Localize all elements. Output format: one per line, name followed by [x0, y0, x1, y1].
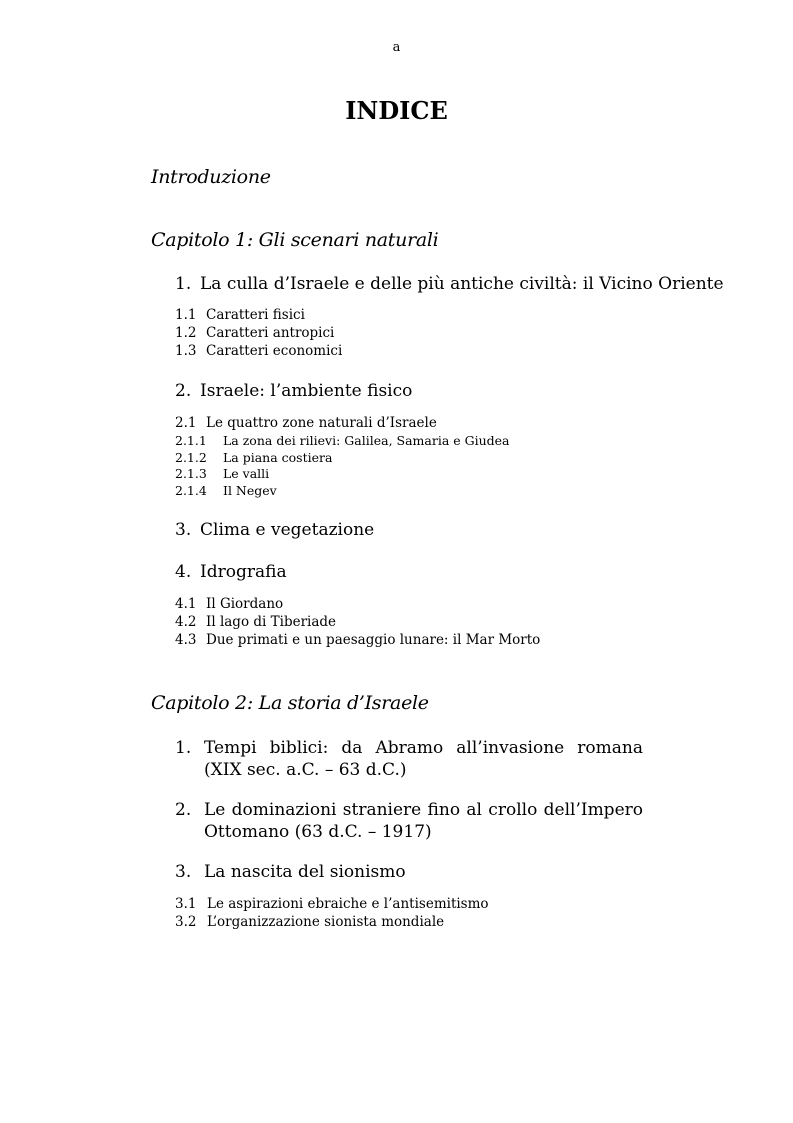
section-label: Israele: l’ambiente fisico: [200, 381, 413, 401]
section-number: 3.: [175, 520, 192, 540]
subsection-4-3: [175, 632, 540, 648]
subsection-number: 1.2: [175, 325, 197, 341]
chapter-1-section-3: [175, 520, 374, 540]
section-label: La culla d’Israele e delle più antiche civiltà: il Vicino Oriente: [200, 274, 724, 294]
subsubsection-2-1-1: [175, 433, 510, 448]
subsection-label: L’organizzazione sionista mondiale: [207, 914, 445, 930]
subsection-label: Caratteri economici: [206, 343, 343, 359]
subsubsection-2-1-4: [175, 483, 277, 498]
subsection-number: 2.1: [175, 415, 197, 431]
chapter-2-heading: Capitolo 2: La storia d’Israele: [151, 692, 429, 714]
subsection-1-2: [175, 325, 334, 341]
section-number: 2.: [175, 381, 192, 401]
subsection-label: Le quattro zone naturali d’Israele: [206, 415, 437, 431]
subsection-1-3: [175, 343, 342, 359]
chapter-2-section-1: [175, 737, 643, 781]
subsubsection-2-1-2: [175, 450, 332, 465]
section-number: 3.: [175, 862, 192, 882]
chapter-1-section-2: [175, 381, 412, 401]
section-label: La nascita del sionismo: [204, 862, 406, 882]
section-number: 1.: [175, 274, 192, 294]
section-label: Le dominazioni straniere fino al crollo dell’Impero Ottomano (63 d.C. – 1917): [204, 800, 643, 842]
introduction-heading: Introduzione: [151, 166, 271, 188]
subsection-number: 3.1: [175, 896, 197, 912]
subsection-4-2: [175, 614, 336, 630]
section-number: 2.: [175, 800, 192, 820]
subsection-label: Caratteri antropici: [206, 325, 335, 341]
subsection-number: 4.1: [175, 596, 197, 612]
subsection-label: Le aspirazioni ebraiche e l’antisemitismo: [207, 896, 489, 912]
subsection-number: 4.2: [175, 614, 197, 630]
subsection-4-1: [175, 596, 283, 612]
subsubsection-number: 2.1.4: [175, 483, 207, 498]
chapter-2-section-2: [175, 799, 643, 843]
subsubsection-label: Il Negev: [223, 483, 277, 498]
section-number: 4.: [175, 562, 192, 582]
page-title: INDICE: [345, 96, 448, 125]
subsection-number: 1.1: [175, 307, 197, 323]
subsection-label: Due primati e un paesaggio lunare: il Mar Morto: [206, 632, 541, 648]
subsection-3-2: [175, 914, 444, 930]
subsection-2-1: [175, 415, 437, 431]
page-number: a: [392, 40, 401, 55]
section-label: Clima e vegetazione: [200, 520, 375, 540]
subsection-label: Il lago di Tiberiade: [206, 614, 337, 630]
chapter-1-section-1: [175, 274, 724, 294]
section-label: Idrografia: [200, 562, 287, 582]
subsubsection-label: La zona dei rilievi: Galilea, Samaria e Giudea: [223, 433, 510, 448]
section-number: 1.: [175, 738, 192, 758]
subsubsection-label: Le valli: [223, 466, 270, 481]
section-label: Tempi biblici: da Abramo all’invasione romana (XIX sec. a.C. – 63 d.C.): [204, 738, 643, 780]
subsubsection-number: 2.1.3: [175, 466, 207, 481]
subsubsection-2-1-3: [175, 466, 269, 481]
subsubsection-number: 2.1.2: [175, 450, 207, 465]
subsection-number: 4.3: [175, 632, 197, 648]
subsection-number: 1.3: [175, 343, 197, 359]
subsubsection-number: 2.1.1: [175, 433, 207, 448]
chapter-2-section-3: [175, 862, 406, 882]
subsection-label: Caratteri fisici: [206, 307, 305, 323]
subsubsection-label: La piana costiera: [223, 450, 333, 465]
chapter-1-section-4: [175, 562, 287, 582]
subsection-label: Il Giordano: [206, 596, 284, 612]
subsection-3-1: [175, 896, 489, 912]
subsection-1-1: [175, 307, 305, 323]
chapter-1-heading: Capitolo 1: Gli scenari naturali: [151, 229, 439, 251]
subsection-number: 3.2: [175, 914, 197, 930]
